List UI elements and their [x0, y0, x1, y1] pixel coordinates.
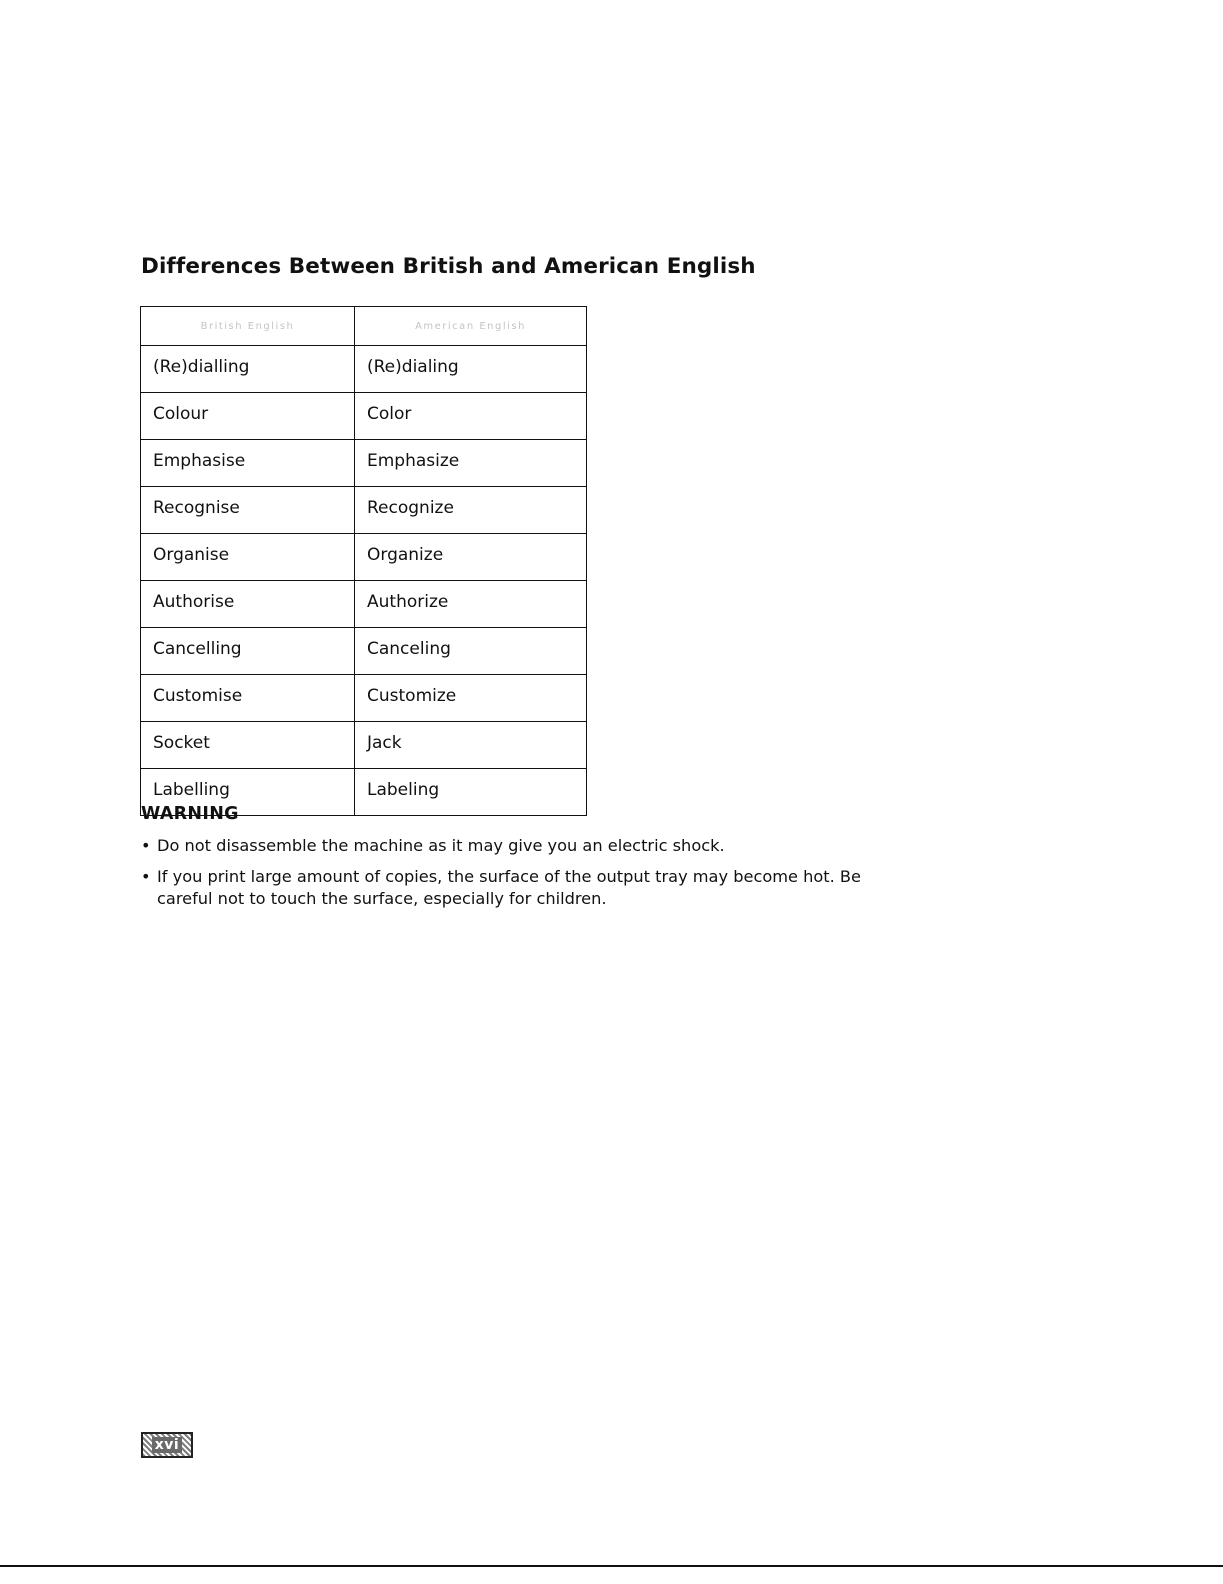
american-term: (Re)dialing: [355, 346, 587, 393]
page-number: xvi: [152, 1437, 182, 1453]
british-term: Socket: [141, 722, 355, 769]
page-title: Differences Between British and American English: [141, 254, 756, 279]
british-term: Cancelling: [141, 628, 355, 675]
american-term: Emphasize: [355, 440, 587, 487]
bullet-icon: •: [141, 867, 151, 886]
table-row: [141, 675, 587, 722]
british-term: Colour: [141, 393, 355, 440]
warning-item: [141, 835, 901, 857]
table-row: [141, 440, 587, 487]
american-term: Color: [355, 393, 587, 440]
british-term: Organise: [141, 534, 355, 581]
british-term: Customise: [141, 675, 355, 722]
table-row: [141, 346, 587, 393]
warning-text: Do not disassemble the machine as it may give you an electric shock.: [157, 836, 725, 855]
column-header-american: American English: [355, 307, 587, 346]
british-term: (Re)dialling: [141, 346, 355, 393]
american-term: Jack: [355, 722, 587, 769]
american-term: Organize: [355, 534, 587, 581]
table-row: [141, 534, 587, 581]
table-row: [141, 487, 587, 534]
american-term: Labeling: [355, 769, 587, 816]
warning-text: If you print large amount of copies, the surface of the output tray may become hot. Be careful not to touch the surface, especially for children.: [157, 867, 861, 908]
american-term: Customize: [355, 675, 587, 722]
british-term: Labelling: [141, 769, 355, 816]
column-header-british: British English: [141, 307, 355, 346]
warning-item: [141, 866, 901, 910]
british-term: Emphasise: [141, 440, 355, 487]
american-term: Authorize: [355, 581, 587, 628]
bullet-icon: •: [141, 836, 151, 855]
table-row: [141, 628, 587, 675]
warning-list: [141, 835, 901, 919]
table-row: [141, 722, 587, 769]
page-number-badge: [141, 1432, 193, 1458]
table-row: [141, 393, 587, 440]
english-comparison-table: [140, 306, 587, 816]
warning-title: WARNING: [141, 804, 239, 824]
table-header-row: [141, 307, 587, 346]
british-term: Recognise: [141, 487, 355, 534]
american-term: Recognize: [355, 487, 587, 534]
british-term: Authorise: [141, 581, 355, 628]
bottom-divider: [0, 1565, 1223, 1567]
american-term: Canceling: [355, 628, 587, 675]
table-row: [141, 581, 587, 628]
